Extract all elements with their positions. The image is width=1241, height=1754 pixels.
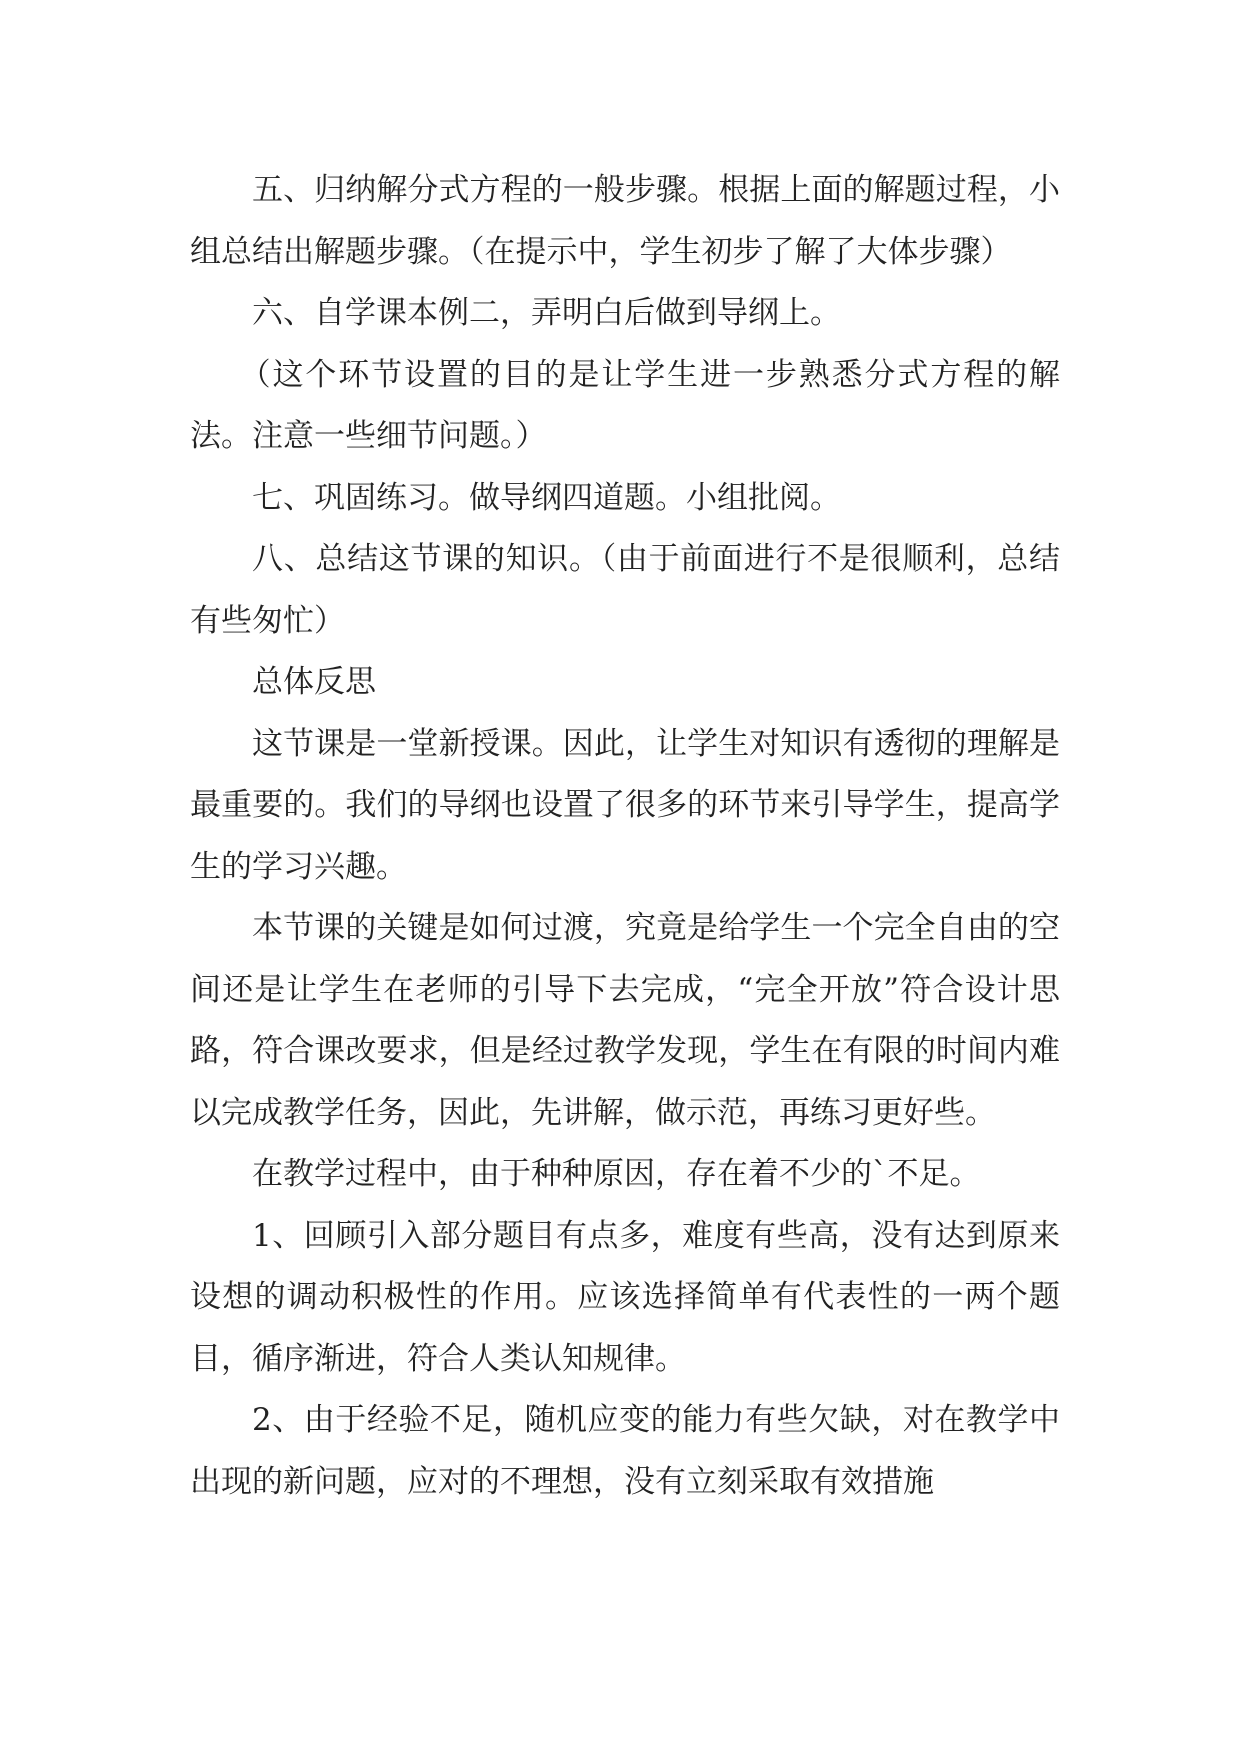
paragraph-reflection-key: 本节课的关键是如何过渡，究竟是给学生一个完全自由的空间还是让学生在老师的引导下去完成，“完全开放”符合设计思路，符合课改要求，但是经过教学发现，学生在有限的时间内难以完成教学任务，因此，先讲解，做示范，再练习更好些。 [190,910,1060,1131]
section-heading-reflection: 总体反思 [252,664,376,700]
paragraph-step-six-note: （这个环节设置的目的是让学生进一步熟悉分式方程的解法。注意一些细节问题。） [190,356,1060,454]
paragraph-step-six: 六、自学课本例二，弄明白后做到导纲上。 [252,295,841,331]
paragraph-shortcoming-one: 1、回顾引入部分题目有点多，难度有些高，没有达到原来设想的调动积极性的作用。应该选择简单有代表性的一两个题目，循序渐进，符合人类认知规律。 [190,1217,1060,1377]
paragraph-step-five: 五、归纳解分式方程的一般步骤。根据上面的解题过程，小组总结出解题步骤。（在提示中，学生初步了解了大体步骤） [190,172,1060,270]
paragraph-reflection-intro: 这节课是一堂新授课。因此，让学生对知识有透彻的理解是最重要的。我们的导纲也设置了很多的环节来引导学生，提高学生的学习兴趣。 [190,725,1060,885]
paragraph-shortcoming-two: 2、由于经验不足，随机应变的能力有些欠缺，对在教学中出现的新问题，应对的不理想，没有立刻采取有效措施 [190,1402,1060,1500]
paragraph-shortcomings-intro: 在教学过程中，由于种种原因，存在着不少的`不足。 [252,1156,981,1192]
document-body [190,160,1060,1513]
paragraph-step-eight: 八、总结这节课的知识。（由于前面进行不是很顺利，总结有些匆忙） [190,541,1060,639]
paragraph-step-seven: 七、巩固练习。做导纲四道题。小组批阅。 [252,479,841,516]
